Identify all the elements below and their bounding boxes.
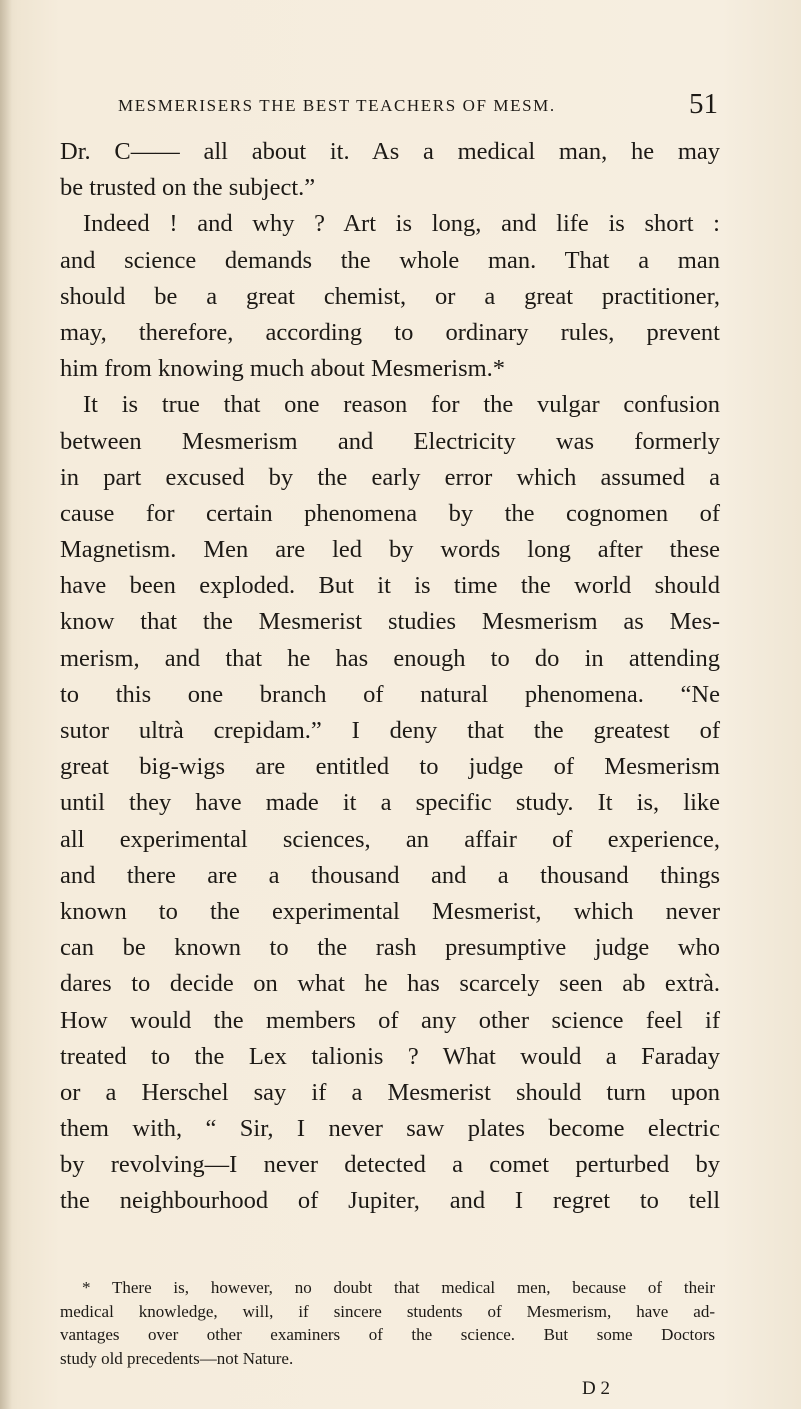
text-line: by revolving—I never detected a comet perturbed by [60,1151,720,1179]
text-line: in part excused by the early error which assumed a [60,463,720,491]
text-line: How would the members of any other science feel if [60,1006,720,1034]
text-line: know that the Mesmerist studies Mesmerism as Mes- [60,608,720,636]
text-line: or a Herschel say if a Mesmerist should turn upon [60,1078,720,1106]
text-line: to this one branch of natural phenomena. “Ne [60,680,720,708]
text-line: may, therefore, according to ordinary rules, prevent [60,318,720,346]
text-line: It is true that one reason for the vulgar confusion [83,391,720,419]
text-line: and there are a thousand and a thousand things [60,861,720,889]
text-line: can be known to the rash presumptive judge who [60,934,720,962]
body-text [60,134,720,1220]
text-line: Indeed ! and why ? Art is long, and life is short : [83,210,720,238]
text-line: be trusted on the subject.” [60,174,316,202]
text-line: Dr. C—— all about it. As a medical man, he may [60,138,720,165]
text-line: him from knowing much about Mesmerism.* [60,355,506,383]
text-line: dares to decide on what he has scarcely seen ab extrà. [60,970,720,998]
text-line: should be a great chemist, or a great practitioner, [60,282,720,310]
text-line: cause for certain phenomena by the cognomen of [60,499,720,527]
page-edge-shadow [0,0,12,1409]
page-number: 51 [689,88,718,120]
page-header [118,88,718,122]
footnote-line: * There is, however, no doubt that medical men, because of their [82,1278,715,1297]
text-line: merism, and that he has enough to do in attending [60,644,720,672]
running-head: MESMERISERS THE BEST TEACHERS OF MESM. [118,96,556,115]
text-line: all experimental sciences, an affair of experience, [60,825,720,853]
text-line: the neighbourhood of Jupiter, and I regret to tell [60,1187,720,1215]
footnote-line: vantages over other examiners of the science. But some Doctors [60,1325,715,1344]
text-line: them with, “ Sir, I never saw plates become electric [60,1115,720,1143]
footnote-line: study old precedents—not Nature. [60,1348,294,1368]
signature-mark: D 2 [582,1378,610,1399]
text-line: treated to the Lex talionis ? What would a Faraday [60,1042,720,1070]
footnote-line: medical knowledge, will, if sincere students of Mesmerism, have ad- [60,1301,715,1321]
text-line: great big-wigs are entitled to judge of Mesmerism [60,753,720,781]
text-line: Magnetism. Men are led by words long after these [60,536,720,564]
text-line: have been exploded. But it is time the world should [60,572,720,600]
text-line: and science demands the whole man. That a man [60,246,720,274]
text-line: sutor ultrà crepidam.” I deny that the greatest of [60,717,720,744]
footnote [60,1276,715,1370]
text-line: between Mesmerism and Electricity was formerly [60,427,720,455]
text-line: known to the experimental Mesmerist, which never [60,897,720,925]
text-line: until they have made it a specific study. It is, like [60,789,720,817]
